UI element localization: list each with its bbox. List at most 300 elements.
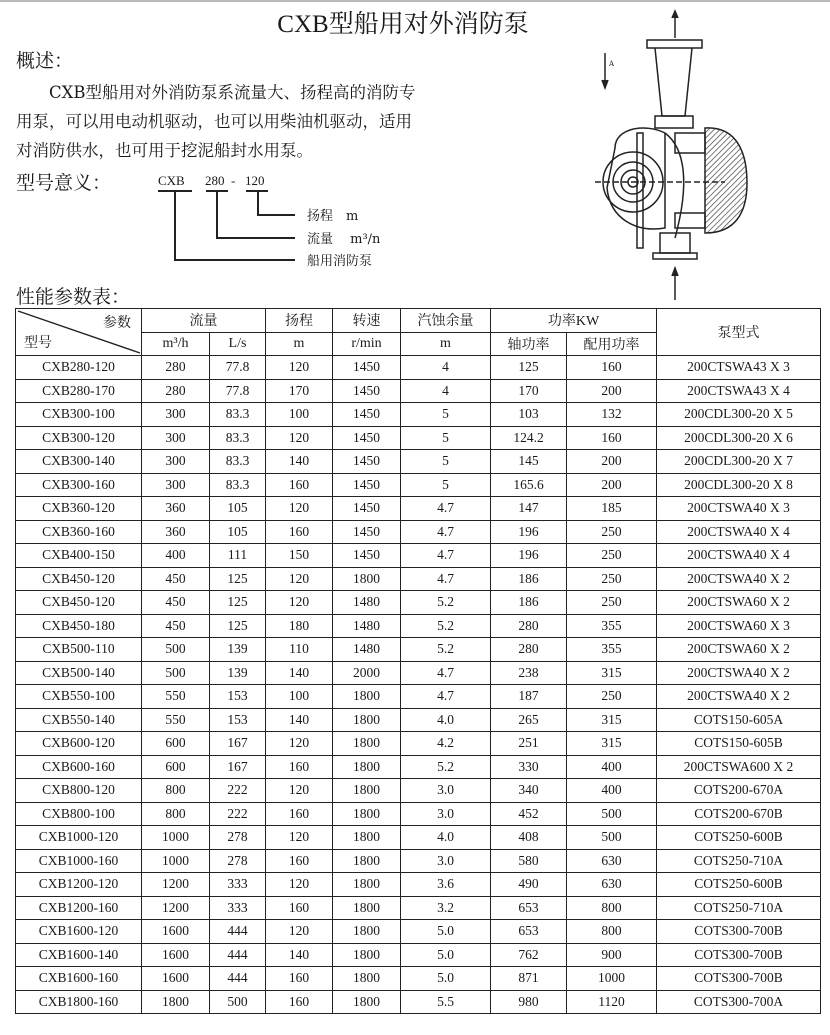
overview-line: 对消防供水，也可用于挖泥船封水用泵。 (16, 141, 313, 160)
cell-shaft-power: 251 (491, 732, 567, 756)
cell-pump-type: COTS150-605A (657, 708, 821, 732)
cell-pump-type: COTS250-710A (657, 896, 821, 920)
header-flow: 流量 (142, 309, 266, 333)
cell-flow-ls: 333 (210, 896, 266, 920)
cell-shaft-power: 340 (491, 779, 567, 803)
header-flow-ls: L/s (210, 332, 266, 356)
cell-pump-type: 200CTSWA40 X 2 (657, 661, 821, 685)
cell-rated-power: 500 (567, 826, 657, 850)
cell-npsh: 4.7 (401, 520, 491, 544)
table-row (16, 450, 821, 474)
cell-rated-power: 315 (567, 661, 657, 685)
cell-speed: 1450 (333, 356, 401, 380)
cell-speed: 1800 (333, 732, 401, 756)
cell-rated-power: 200 (567, 473, 657, 497)
cell-head: 160 (266, 990, 333, 1014)
cell-flow-ls: 83.3 (210, 450, 266, 474)
cell-head: 120 (266, 356, 333, 380)
cell-npsh: 5.2 (401, 614, 491, 638)
header-npsh: 汽蚀余量 (401, 309, 491, 333)
cell-pump-type: 200CDL300-20 X 8 (657, 473, 821, 497)
cell-speed: 1450 (333, 379, 401, 403)
cell-npsh: 5.5 (401, 990, 491, 1014)
cell-pump-type: 200CTSWA60 X 2 (657, 638, 821, 662)
cell-speed: 1450 (333, 544, 401, 568)
cell-flow-ls: 167 (210, 755, 266, 779)
cell-speed: 1800 (333, 873, 401, 897)
cell-head: 160 (266, 967, 333, 991)
code-part-flow: 280 (205, 173, 225, 188)
cell-rated-power: 200 (567, 379, 657, 403)
cell-npsh: 4.7 (401, 567, 491, 591)
cell-npsh: 4.7 (401, 661, 491, 685)
table-row (16, 802, 821, 826)
cell-head: 160 (266, 520, 333, 544)
cell-pump-type: 200CTSWA40 X 4 (657, 544, 821, 568)
leader-line (174, 190, 176, 260)
cell-flow-m3h: 1600 (142, 967, 210, 991)
cell-flow-m3h: 400 (142, 544, 210, 568)
cell-flow-ls: 278 (210, 826, 266, 850)
cell-head: 180 (266, 614, 333, 638)
cell-shaft-power: 196 (491, 544, 567, 568)
cell-model: CXB450-180 (16, 614, 142, 638)
cell-head: 120 (266, 732, 333, 756)
cell-rated-power: 630 (567, 873, 657, 897)
code-part-dash: - (231, 173, 236, 188)
cell-speed: 1480 (333, 591, 401, 615)
cell-speed: 1800 (333, 990, 401, 1014)
cell-flow-m3h: 1000 (142, 849, 210, 873)
cell-flow-ls: 105 (210, 520, 266, 544)
cell-shaft-power: 653 (491, 896, 567, 920)
header-npsh-unit: m (401, 332, 491, 356)
cell-speed: 1800 (333, 779, 401, 803)
cell-rated-power: 250 (567, 567, 657, 591)
cell-flow-ls: 77.8 (210, 356, 266, 380)
cell-rated-power: 800 (567, 896, 657, 920)
cell-flow-ls: 139 (210, 638, 266, 662)
cell-speed: 1800 (333, 567, 401, 591)
cell-rated-power: 250 (567, 520, 657, 544)
cell-flow-m3h: 1800 (142, 990, 210, 1014)
cell-model: CXB1600-140 (16, 943, 142, 967)
cell-flow-m3h: 1000 (142, 826, 210, 850)
cell-flow-ls: 83.3 (210, 403, 266, 427)
cell-speed: 1480 (333, 638, 401, 662)
cell-pump-type: COTS250-600B (657, 873, 821, 897)
cell-flow-ls: 153 (210, 708, 266, 732)
overview-text (16, 78, 536, 165)
cell-head: 140 (266, 661, 333, 685)
cell-flow-m3h: 300 (142, 426, 210, 450)
cell-flow-ls: 444 (210, 943, 266, 967)
header-pump-type: 泵型式 (657, 309, 821, 356)
table-heading: 性能参数表： (16, 286, 131, 308)
leader-line (216, 190, 218, 238)
cell-model: CXB280-170 (16, 379, 142, 403)
cell-rated-power: 315 (567, 732, 657, 756)
cell-shaft-power: 330 (491, 755, 567, 779)
table-body (16, 356, 821, 1014)
cell-head: 160 (266, 802, 333, 826)
cell-rated-power: 1000 (567, 967, 657, 991)
table-row (16, 732, 821, 756)
cell-speed: 1800 (333, 967, 401, 991)
cell-flow-ls: 105 (210, 497, 266, 521)
corner-bottom: 型号 (24, 336, 52, 351)
header-speed: 转速 (333, 309, 401, 333)
cell-speed: 1800 (333, 755, 401, 779)
cell-pump-type: COTS150-605B (657, 732, 821, 756)
cell-head: 160 (266, 896, 333, 920)
cell-flow-ls: 125 (210, 614, 266, 638)
cell-model: CXB500-110 (16, 638, 142, 662)
cell-pump-type: 200CTSWA43 X 4 (657, 379, 821, 403)
cell-model: CXB550-140 (16, 708, 142, 732)
cell-npsh: 5 (401, 426, 491, 450)
cell-flow-ls: 111 (210, 544, 266, 568)
cell-head: 120 (266, 779, 333, 803)
cell-shaft-power: 125 (491, 356, 567, 380)
top-border (0, 0, 830, 2)
overview-line: CXB型船用对外消防泵系流量大、扬程高的消防专 (16, 83, 416, 102)
cell-flow-m3h: 500 (142, 661, 210, 685)
cell-speed: 1800 (333, 920, 401, 944)
table-row (16, 685, 821, 709)
cell-npsh: 4.7 (401, 685, 491, 709)
cell-rated-power: 132 (567, 403, 657, 427)
cell-pump-type: COTS200-670A (657, 779, 821, 803)
table-row (16, 896, 821, 920)
cell-flow-m3h: 550 (142, 685, 210, 709)
page-title-text: CXB型船用对外消防泵 (277, 11, 529, 38)
cell-flow-m3h: 1200 (142, 873, 210, 897)
header-flow-m3h: m³/h (142, 332, 210, 356)
cell-npsh: 4.7 (401, 497, 491, 521)
cell-shaft-power: 145 (491, 450, 567, 474)
cell-flow-ls: 222 (210, 802, 266, 826)
overview-line: 用泵，可以用电动机驱动，也可以用柴油机驱动，适用 (16, 112, 412, 131)
cell-shaft-power: 580 (491, 849, 567, 873)
cell-speed: 1450 (333, 426, 401, 450)
cell-flow-ls: 333 (210, 873, 266, 897)
cell-head: 100 (266, 685, 333, 709)
cell-head: 160 (266, 473, 333, 497)
cell-speed: 1480 (333, 614, 401, 638)
cell-rated-power: 160 (567, 426, 657, 450)
cell-model: CXB600-160 (16, 755, 142, 779)
cell-flow-m3h: 360 (142, 497, 210, 521)
cell-model: CXB1200-160 (16, 896, 142, 920)
cell-head: 120 (266, 920, 333, 944)
cell-head: 140 (266, 450, 333, 474)
cell-flow-ls: 77.8 (210, 379, 266, 403)
cell-flow-m3h: 1600 (142, 943, 210, 967)
cell-pump-type: 200CDL300-20 X 7 (657, 450, 821, 474)
cell-rated-power: 400 (567, 755, 657, 779)
cell-npsh: 5.0 (401, 943, 491, 967)
cell-pump-type: 200CTSWA600 X 2 (657, 755, 821, 779)
cell-flow-ls: 500 (210, 990, 266, 1014)
cell-npsh: 5.0 (401, 967, 491, 991)
cell-shaft-power: 265 (491, 708, 567, 732)
cell-rated-power: 185 (567, 497, 657, 521)
cell-model: CXB800-100 (16, 802, 142, 826)
cell-model: CXB500-140 (16, 661, 142, 685)
label-head: 扬程 m (307, 209, 359, 224)
cell-rated-power: 500 (567, 802, 657, 826)
cell-npsh: 4 (401, 379, 491, 403)
header-shaft-power: 轴功率 (491, 332, 567, 356)
label-marine-pump: 船用消防泵 (307, 254, 373, 269)
cell-shaft-power: 238 (491, 661, 567, 685)
cell-npsh: 4.2 (401, 732, 491, 756)
cell-pump-type: COTS250-710A (657, 849, 821, 873)
table-row (16, 638, 821, 662)
cell-pump-type: 200CTSWA60 X 3 (657, 614, 821, 638)
cell-model: CXB300-140 (16, 450, 142, 474)
cell-flow-ls: 83.3 (210, 473, 266, 497)
cell-speed: 1800 (333, 849, 401, 873)
cell-speed: 1800 (333, 943, 401, 967)
cell-shaft-power: 124.2 (491, 426, 567, 450)
cell-npsh: 5 (401, 403, 491, 427)
cell-rated-power: 250 (567, 591, 657, 615)
cell-npsh: 3.6 (401, 873, 491, 897)
cell-rated-power: 800 (567, 920, 657, 944)
cell-speed: 1450 (333, 403, 401, 427)
cell-rated-power: 355 (567, 614, 657, 638)
cell-shaft-power: 653 (491, 920, 567, 944)
cell-flow-m3h: 450 (142, 591, 210, 615)
cell-npsh: 4.0 (401, 826, 491, 850)
cell-speed: 1800 (333, 685, 401, 709)
corner-top: 参数 (103, 316, 131, 331)
header-power: 功率KW (491, 309, 657, 333)
cell-npsh: 5.2 (401, 591, 491, 615)
header-speed-unit: r/min (333, 332, 401, 356)
cell-flow-ls: 125 (210, 567, 266, 591)
cell-rated-power: 250 (567, 544, 657, 568)
cell-head: 120 (266, 567, 333, 591)
table-row (16, 826, 821, 850)
cell-flow-m3h: 600 (142, 732, 210, 756)
cell-head: 110 (266, 638, 333, 662)
cell-npsh: 4.7 (401, 544, 491, 568)
cell-pump-type: COTS200-670B (657, 802, 821, 826)
cell-npsh: 5 (401, 450, 491, 474)
cell-pump-type: 200CDL300-20 X 5 (657, 403, 821, 427)
cell-pump-type: COTS300-700A (657, 990, 821, 1014)
cell-shaft-power: 103 (491, 403, 567, 427)
cell-rated-power: 900 (567, 943, 657, 967)
cell-model: CXB1600-120 (16, 920, 142, 944)
table-row (16, 544, 821, 568)
table-row (16, 849, 821, 873)
cell-model: CXB1000-120 (16, 826, 142, 850)
cell-rated-power: 400 (567, 779, 657, 803)
cell-flow-m3h: 550 (142, 708, 210, 732)
table-row (16, 920, 821, 944)
cell-head: 150 (266, 544, 333, 568)
cell-flow-m3h: 360 (142, 520, 210, 544)
cell-shaft-power: 165.6 (491, 473, 567, 497)
cell-shaft-power: 452 (491, 802, 567, 826)
cell-model: CXB800-120 (16, 779, 142, 803)
cell-npsh: 5 (401, 473, 491, 497)
cell-pump-type: 200CTSWA60 X 2 (657, 591, 821, 615)
cell-npsh: 3.0 (401, 779, 491, 803)
table-row (16, 990, 821, 1014)
table-row (16, 755, 821, 779)
cell-head: 160 (266, 755, 333, 779)
cell-pump-type: COTS300-700B (657, 967, 821, 991)
cell-flow-m3h: 600 (142, 755, 210, 779)
cell-shaft-power: 170 (491, 379, 567, 403)
cell-pump-type: 200CTSWA40 X 4 (657, 520, 821, 544)
cell-flow-m3h: 300 (142, 450, 210, 474)
cell-npsh: 4.0 (401, 708, 491, 732)
cell-pump-type: 200CDL300-20 X 6 (657, 426, 821, 450)
cell-flow-ls: 83.3 (210, 426, 266, 450)
cell-flow-m3h: 300 (142, 403, 210, 427)
cell-model: CXB300-100 (16, 403, 142, 427)
cell-shaft-power: 280 (491, 614, 567, 638)
cell-flow-ls: 125 (210, 591, 266, 615)
cell-model: CXB400-150 (16, 544, 142, 568)
cell-flow-m3h: 300 (142, 473, 210, 497)
cell-npsh: 3.2 (401, 896, 491, 920)
cell-rated-power: 1120 (567, 990, 657, 1014)
cell-flow-ls: 139 (210, 661, 266, 685)
table-row (16, 779, 821, 803)
cell-model: CXB360-120 (16, 497, 142, 521)
cell-speed: 1800 (333, 802, 401, 826)
cell-rated-power: 630 (567, 849, 657, 873)
table-row (16, 967, 821, 991)
table-row (16, 497, 821, 521)
cell-flow-m3h: 1200 (142, 896, 210, 920)
cell-model: CXB450-120 (16, 567, 142, 591)
cell-shaft-power: 980 (491, 990, 567, 1014)
cell-head: 160 (266, 849, 333, 873)
cell-model: CXB1200-120 (16, 873, 142, 897)
cell-flow-ls: 153 (210, 685, 266, 709)
cell-model: CXB1800-160 (16, 990, 142, 1014)
cell-model: CXB300-120 (16, 426, 142, 450)
table-row (16, 403, 821, 427)
code-part-series: CXB (158, 173, 185, 188)
cell-pump-type: COTS250-600B (657, 826, 821, 850)
cell-speed: 1800 (333, 708, 401, 732)
table-row (16, 614, 821, 638)
cell-flow-m3h: 450 (142, 614, 210, 638)
cell-head: 120 (266, 497, 333, 521)
table-row (16, 873, 821, 897)
table-row (16, 379, 821, 403)
cell-npsh: 3.0 (401, 802, 491, 826)
table-row (16, 708, 821, 732)
cell-rated-power: 355 (567, 638, 657, 662)
cell-shaft-power: 186 (491, 591, 567, 615)
table-row (16, 426, 821, 450)
cell-pump-type: 200CTSWA40 X 2 (657, 567, 821, 591)
cell-shaft-power: 762 (491, 943, 567, 967)
cell-speed: 1450 (333, 497, 401, 521)
cell-flow-ls: 278 (210, 849, 266, 873)
cell-speed: 1800 (333, 826, 401, 850)
cell-shaft-power: 186 (491, 567, 567, 591)
cell-npsh: 4 (401, 356, 491, 380)
cell-head: 170 (266, 379, 333, 403)
cell-speed: 2000 (333, 661, 401, 685)
cell-model: CXB1000-160 (16, 849, 142, 873)
cell-head: 140 (266, 943, 333, 967)
leader-line (216, 237, 295, 239)
cell-flow-m3h: 800 (142, 802, 210, 826)
cell-pump-type: 200CTSWA40 X 3 (657, 497, 821, 521)
cell-npsh: 5.0 (401, 920, 491, 944)
cell-head: 120 (266, 873, 333, 897)
cell-flow-ls: 222 (210, 779, 266, 803)
cell-flow-m3h: 450 (142, 567, 210, 591)
cell-model: CXB600-120 (16, 732, 142, 756)
cell-shaft-power: 871 (491, 967, 567, 991)
cell-npsh: 5.2 (401, 755, 491, 779)
cell-head: 120 (266, 591, 333, 615)
table-row (16, 520, 821, 544)
cell-shaft-power: 490 (491, 873, 567, 897)
cell-shaft-power: 196 (491, 520, 567, 544)
cell-flow-ls: 167 (210, 732, 266, 756)
cell-shaft-power: 408 (491, 826, 567, 850)
arrow-label: A (609, 60, 615, 68)
pump-drawing (575, 8, 825, 303)
cell-npsh: 3.0 (401, 849, 491, 873)
cell-model: CXB550-100 (16, 685, 142, 709)
cell-speed: 1450 (333, 473, 401, 497)
cell-model: CXB280-120 (16, 356, 142, 380)
overview-heading: 概述： (16, 50, 74, 72)
leader-line (257, 190, 259, 215)
cell-speed: 1450 (333, 450, 401, 474)
cell-model: CXB300-160 (16, 473, 142, 497)
cell-pump-type: COTS300-700B (657, 920, 821, 944)
cell-flow-ls: 444 (210, 920, 266, 944)
header-head-unit: m (266, 332, 333, 356)
label-flow: 流量 m³/n (307, 232, 381, 247)
cell-shaft-power: 187 (491, 685, 567, 709)
cell-head: 120 (266, 426, 333, 450)
table-row (16, 473, 821, 497)
cell-flow-m3h: 280 (142, 356, 210, 380)
leader-line (174, 259, 295, 261)
cell-flow-m3h: 280 (142, 379, 210, 403)
leader-line (257, 214, 295, 216)
cell-head: 140 (266, 708, 333, 732)
cell-speed: 1800 (333, 896, 401, 920)
cell-flow-m3h: 1600 (142, 920, 210, 944)
table-row (16, 661, 821, 685)
cell-head: 100 (266, 403, 333, 427)
cell-speed: 1450 (333, 520, 401, 544)
cell-pump-type: COTS300-700B (657, 943, 821, 967)
corner-header (16, 309, 142, 356)
model-meaning-heading: 型号意义： (16, 172, 112, 194)
table-row (16, 567, 821, 591)
cell-npsh: 5.2 (401, 638, 491, 662)
